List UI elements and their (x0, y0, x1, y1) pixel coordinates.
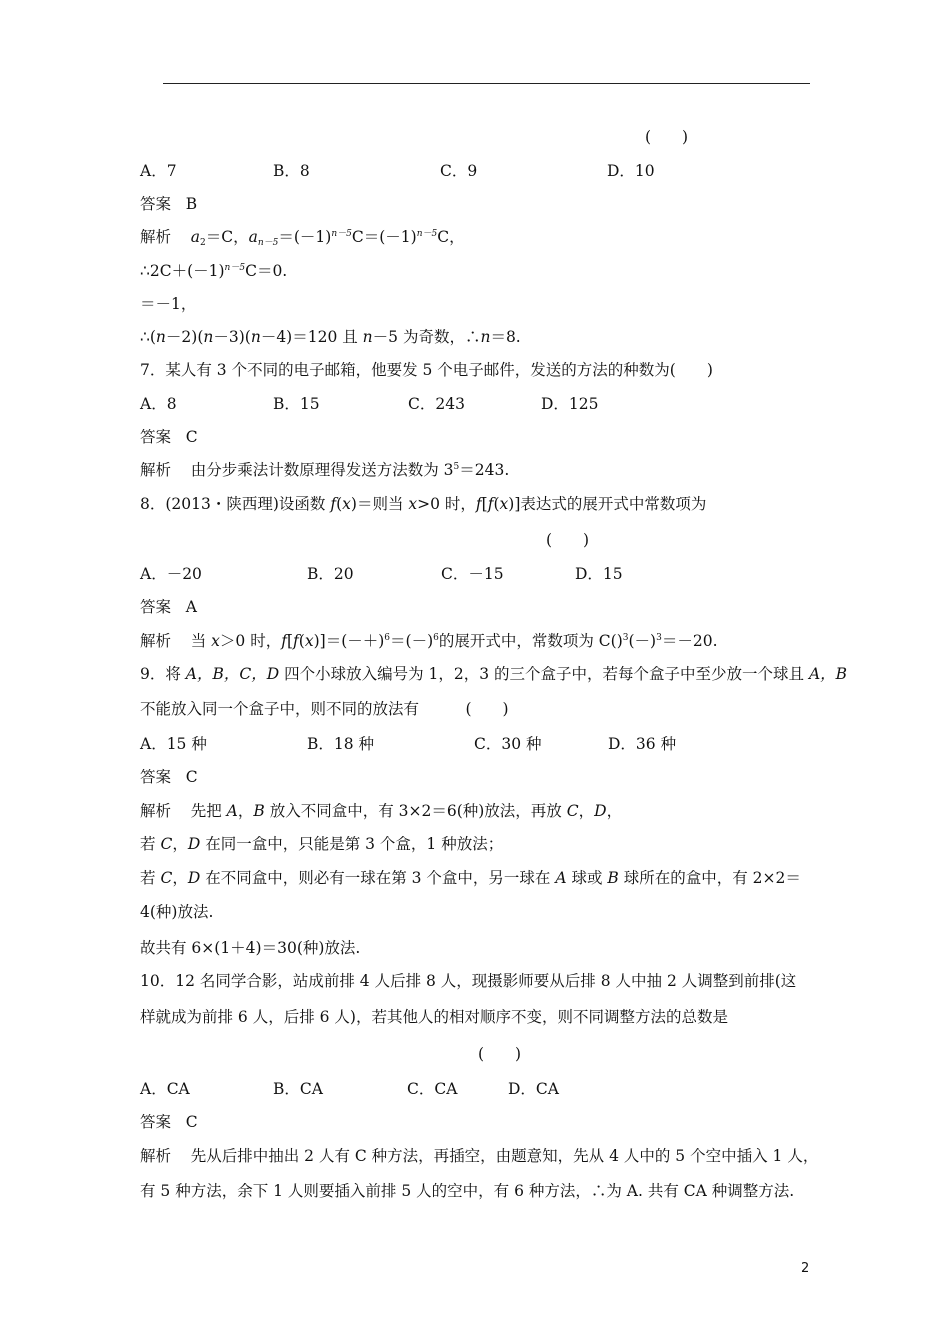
page-number: 2 (801, 1261, 810, 1276)
q10-stem-line-2: 样就成为前排 6 人，后排 6 人)，若其他人的相对顺序不变，则不同调整方法的总数是 (140, 1008, 728, 1026)
answer-label: 答案 (140, 1113, 172, 1131)
q7-option-c: C．243 (408, 395, 465, 413)
q9-analysis-line-4: 4(种)放法. (140, 903, 214, 921)
analysis-label: 解析 (140, 228, 172, 246)
answer-label: 答案 (140, 195, 172, 213)
answer-label: 答案 (140, 598, 172, 616)
q7-answer (140, 427, 198, 447)
q9-analysis-line-2: 若 C，D 在同一盒中，只能是第 3 个盒，1 种放法； (140, 835, 504, 853)
answer-label: 答案 (140, 428, 172, 446)
q7-option-d: D．125 (541, 395, 599, 413)
q9-analysis-line-1: 解析 先把 A，B 放入不同盒中，有 3×2＝6(种)放法，再放 C，D， (140, 802, 623, 820)
q6-analysis-line-1: 解析 $a_2=C$，$a_{n-5}=(-1)^{n-5}C=(-1)^{n-5}C$， (140, 228, 465, 248)
q6-analysis-line-4: ∴(n－2)(n－3)(n－4)＝120 且 n－5 为奇数，∴n＝8. (140, 328, 521, 346)
q7-option-a: A．8 (140, 395, 177, 413)
analysis-label: 解析 (140, 1147, 172, 1165)
q7-analysis: 解析 由分步乘法计数原理得发送方法数为 $3^5=243$. (140, 461, 510, 479)
q9-stem-line-1: 9．将 A，B，C，D 四个小球放入编号为 1，2，3 的三个盒子中，若每个盒子中至少放一个球且 A，B (140, 665, 848, 683)
q7-option-b: B．15 (273, 395, 320, 413)
q6-options (140, 161, 840, 181)
q9-answer (140, 767, 198, 787)
q6-option-a: A．7 (140, 162, 177, 180)
answer-value: B (185, 195, 198, 213)
q10-stem-line-1: 10．12 名同学合影，站成前排 4 人后排 8 人，现摄影师要从后排 8 人中抽 2 人调整到前排(这 (140, 972, 797, 990)
q9-option-d: D．36 种 (608, 735, 677, 753)
analysis-label: 解析 (140, 461, 172, 479)
q8-stem: 8．(2013・陕西理)设函数 f(x)＝则当 x>0 时，f[f(x)]表达式的展开式中常数项为 (140, 495, 707, 513)
q9-option-c: C．30 种 (474, 735, 542, 753)
q6-answer (140, 194, 197, 214)
q8-paren: ( ) (546, 531, 590, 549)
q6-paren: ( ) (645, 128, 689, 146)
q10-analysis-line-1: 解析 先从后排中抽出 2 人有 C 种方法，再插空，由题意知，先从 4 人中的 5 个空中插入 1 人， (140, 1147, 819, 1165)
q8-option-b: B．20 (307, 565, 354, 583)
answer-value: A (185, 598, 197, 616)
q8-analysis: 解析 当 x＞0 时，$f[f(x)]=(-+)^6=(-)^6$的展开式中，常数项为 $C()^3(-)^3=-20$. (140, 632, 718, 650)
answer-value: C (185, 768, 198, 786)
analysis-label: 解析 (140, 632, 172, 650)
analysis-label: 解析 (140, 802, 172, 820)
q10-option-a: A．CA (140, 1080, 190, 1098)
q6-option-c: C．9 (440, 162, 478, 180)
header-rule (163, 83, 810, 84)
q8-option-d: D．15 (575, 565, 623, 583)
q6-analysis-line-3: ＝－1， (140, 295, 197, 313)
q6-analysis-line-2: $\therefore 2C+(-1)^{n-5}C=0$. (140, 262, 288, 280)
q7-options (140, 394, 840, 414)
q10-answer (140, 1112, 198, 1132)
q6-option-b: B．8 (273, 162, 310, 180)
q8-answer (140, 597, 197, 617)
answer-value: C (185, 1113, 198, 1131)
q10-option-d: D．CA (508, 1080, 559, 1098)
q9-option-a: A．15 种 (140, 735, 207, 753)
q8-option-a: A．－20 (140, 565, 202, 583)
q9-analysis-line-3: 若 C，D 在不同盒中，则必有一球在第 3 个盒中，另一球在 A 球或 B 球所在的盒中，有 2×2＝ (140, 869, 801, 887)
q8-option-c: C．－15 (441, 565, 504, 583)
q10-paren: ( ) (478, 1045, 522, 1063)
answer-value: C (185, 428, 198, 446)
q10-option-b: B．CA (273, 1080, 323, 1098)
q9-option-b: B．18 种 (307, 735, 375, 753)
q10-option-c: C．CA (407, 1080, 458, 1098)
q8-options (140, 564, 840, 584)
q9-stem-line-2: 不能放入同一个盒子中，则不同的放法有 ( ) (140, 700, 509, 718)
answer-label: 答案 (140, 768, 172, 786)
q6-option-d: D．10 (607, 162, 655, 180)
q9-analysis-line-5: 故共有 6×(1＋4)＝30(种)放法. (140, 939, 361, 957)
q9-options (140, 734, 840, 754)
q7-stem: 7．某人有 3 个不同的电子邮箱，他要发 5 个电子邮件，发送的方法的种数为( ) (140, 361, 713, 379)
q10-options (140, 1079, 840, 1099)
q10-analysis-line-2: 有 5 种方法，余下 1 人则要插入前排 5 人的空中，有 6 种方法，∴为 A. 共有 CA 种调整方法. (140, 1182, 795, 1200)
